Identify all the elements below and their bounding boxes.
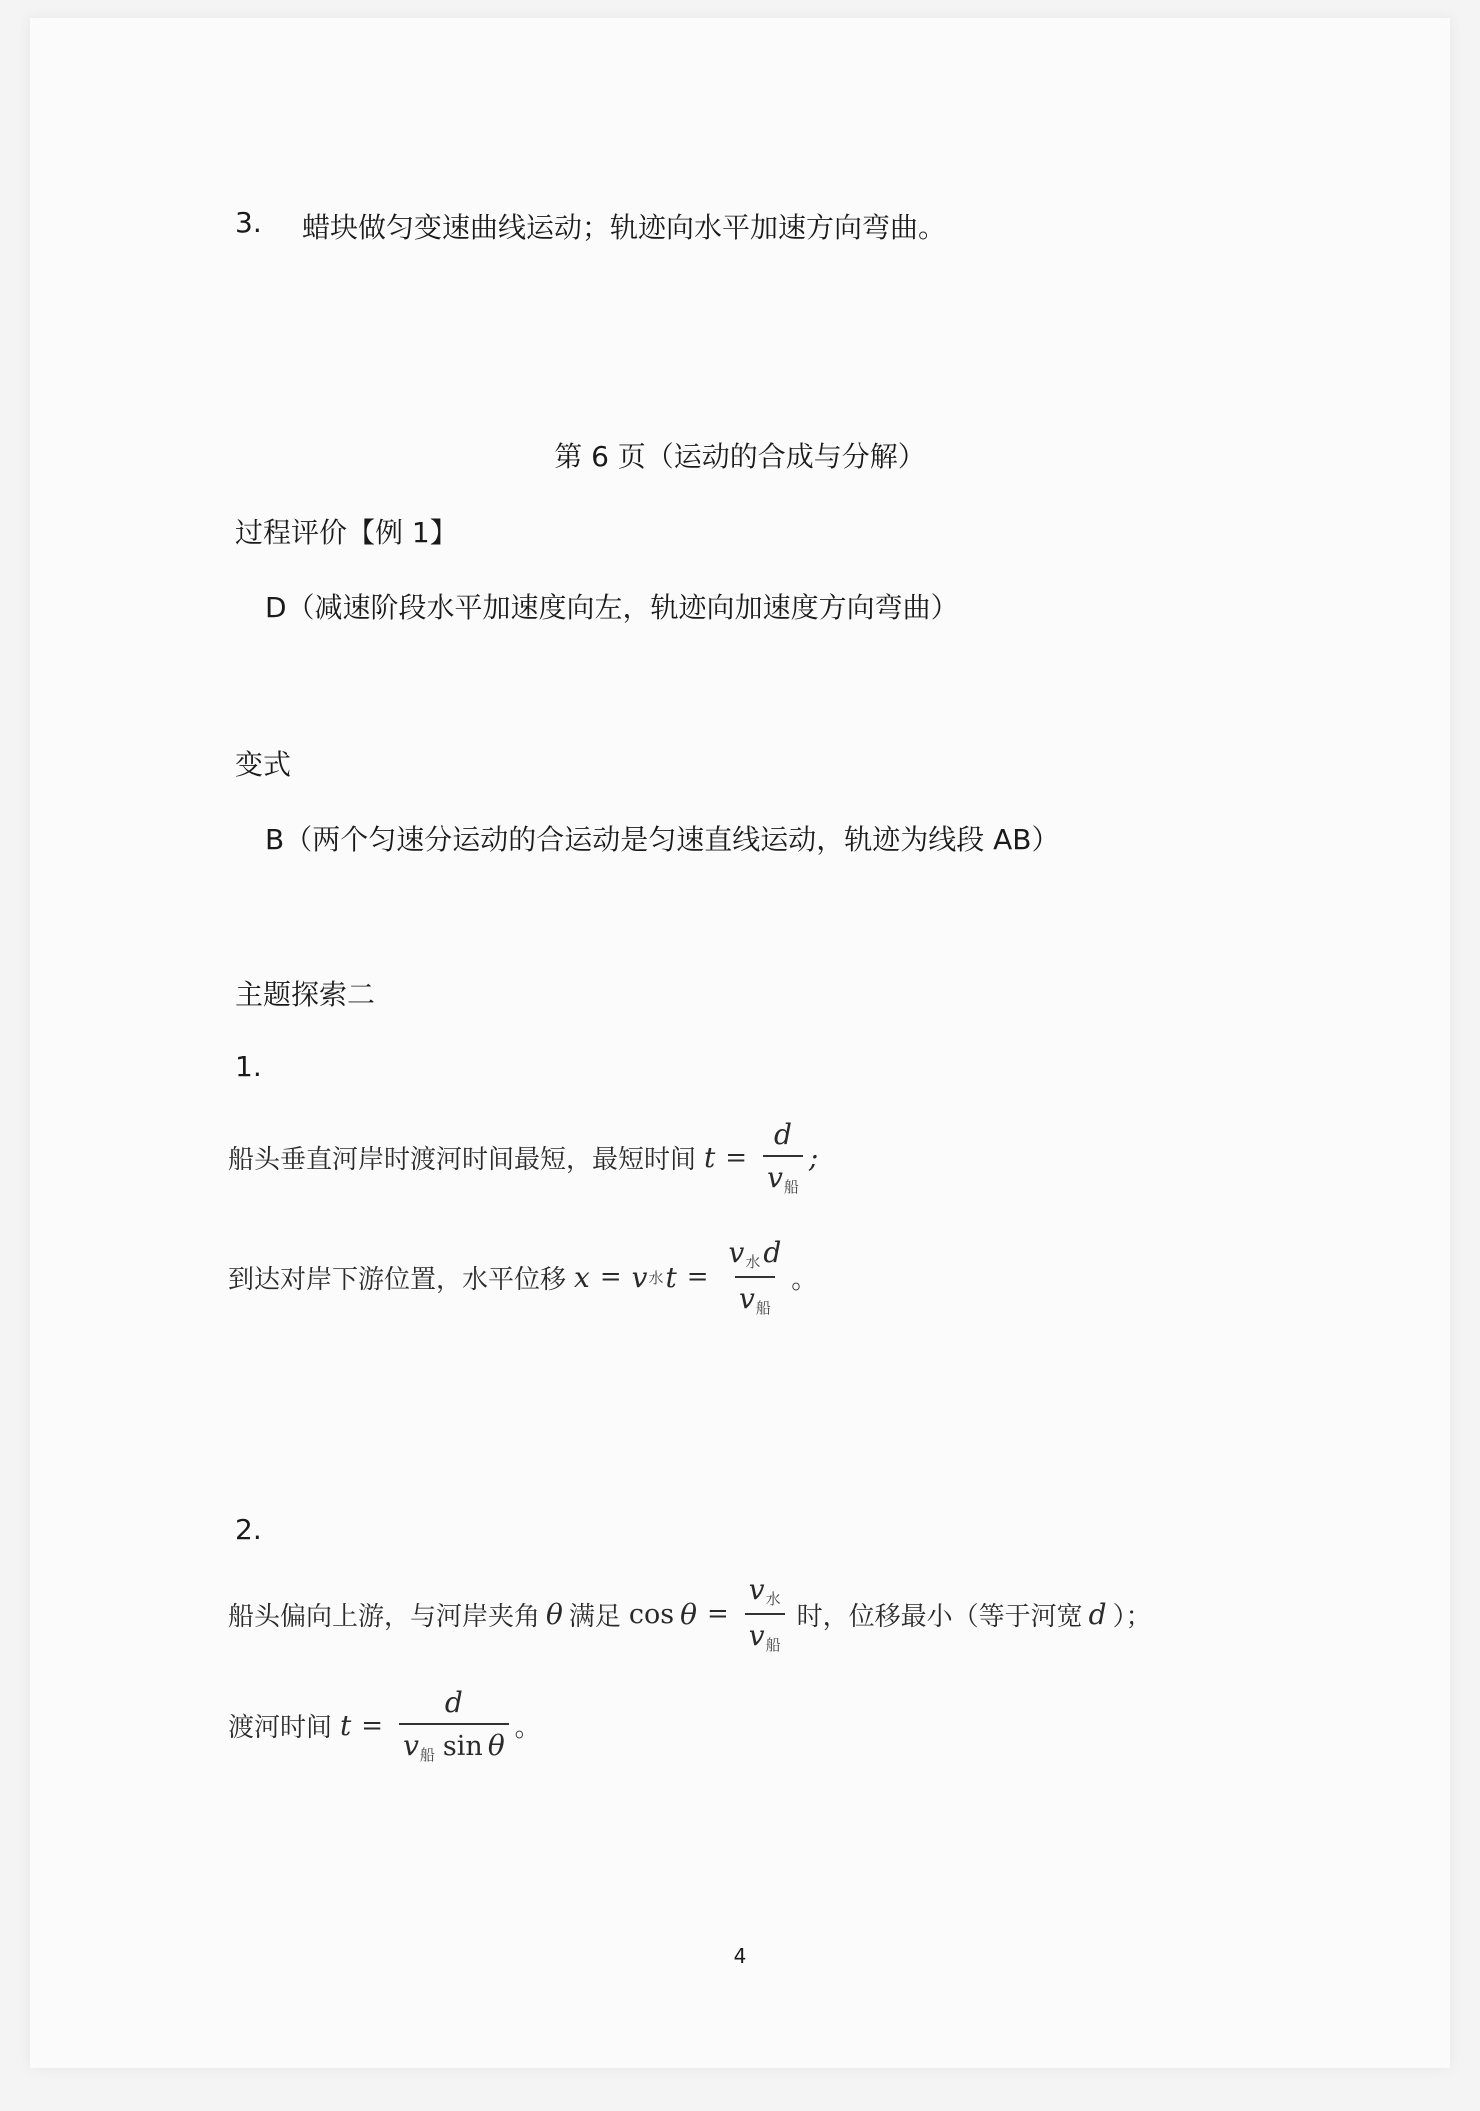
q2-frac2-den-theta: θ (487, 1729, 505, 1762)
q2-line2 (228, 1686, 541, 1765)
q2-line1-text-a: 船头偏向上游，与河岸夹角 (228, 1601, 541, 1632)
page-heading: 第 6 页（运动的合成与分解） (554, 440, 926, 473)
q1-frac-num: d (774, 1118, 792, 1151)
section-title-topic2: 主题探索二 (235, 978, 376, 1011)
q1-mid-sub: 水 (648, 1268, 664, 1287)
q2-frac2-den-sin: sin (442, 1731, 483, 1762)
q2-line1 (228, 1573, 1152, 1655)
q2-eq2: = (361, 1710, 384, 1741)
example1-answer: D（减速阶段水平加速度向左，轨迹向加速度方向弯曲） (265, 591, 959, 624)
variant-answer: B（两个匀速分运动的合运动是匀速直线运动，轨迹为线段 AB） (265, 823, 1060, 856)
q1-line2 (228, 1236, 817, 1318)
q1-frac2-den-sub: 船 (755, 1299, 771, 1317)
q1-line1-text: 船头垂直河岸时渡河时间最短，最短时间 (228, 1145, 697, 1175)
q2-theta: θ (546, 1597, 563, 1631)
q2-var-t: t (340, 1709, 352, 1742)
q2-fraction2 (399, 1686, 509, 1765)
q1-line2-text: 到达对岸下游位置，水平位移 (228, 1264, 567, 1295)
q1-eq3: = (686, 1262, 709, 1292)
q1-mid-v: v (631, 1260, 648, 1294)
q2-cos: cos (628, 1598, 675, 1630)
q2-line1-text-d: ）； (1112, 1601, 1152, 1632)
q1-frac2-num-d: d (763, 1236, 782, 1269)
q1-var-t: t (704, 1141, 716, 1174)
q1-frac2-num-v: v (728, 1236, 745, 1269)
page-number: 4 (733, 1944, 747, 1968)
q2-theta2: θ (680, 1597, 697, 1631)
q2-frac2-num: d (444, 1686, 463, 1719)
item-3-number: 3. (235, 206, 262, 239)
q2-line1-text-b: 满足 (568, 1601, 621, 1632)
q1-frac-den-v: v (767, 1161, 783, 1194)
q2-eq: = (706, 1599, 729, 1629)
q1-fraction (763, 1118, 803, 1197)
q2-fraction (745, 1573, 785, 1655)
q1-line1 (228, 1118, 818, 1197)
q1-var-x: x (574, 1260, 590, 1294)
section-title-example1: 过程评价【例 1】 (235, 516, 458, 549)
q1-line2-end: 。 (791, 1264, 818, 1295)
q2-frac-den-v: v (748, 1619, 765, 1652)
q1-eq: = (725, 1142, 748, 1173)
q2-line2-end: 。 (514, 1713, 541, 1743)
q2-frac2-den-v: v (403, 1729, 419, 1762)
q2-number: 2. (235, 1513, 262, 1546)
q1-eq2: = (599, 1262, 622, 1292)
document-page (30, 18, 1450, 2068)
q2-frac-num-v: v (748, 1573, 765, 1606)
q1-frac-den-sub: 船 (783, 1178, 799, 1196)
q1-frac2-num-sub: 水 (745, 1253, 761, 1271)
q2-line2-text: 渡河时间 (228, 1713, 333, 1743)
q2-frac2-den-sub: 船 (419, 1746, 435, 1764)
item-3-text: 蜡块做匀变速曲线运动；轨迹向水平加速方向弯曲。 (302, 211, 947, 244)
q1-frac2-den-v: v (738, 1282, 755, 1315)
q2-frac-num-sub: 水 (765, 1590, 781, 1608)
q2-d: d (1088, 1597, 1107, 1631)
q1-mid-t: t (665, 1260, 677, 1294)
q1-number: 1. (235, 1050, 262, 1083)
q1-line1-end: ; (808, 1141, 819, 1174)
q2-line1-text-c: 时，位移最小（等于河宽 (796, 1601, 1083, 1632)
section-title-variant: 变式 (235, 748, 292, 781)
q1-fraction2 (725, 1236, 786, 1318)
q2-frac-den-sub: 船 (765, 1636, 781, 1654)
